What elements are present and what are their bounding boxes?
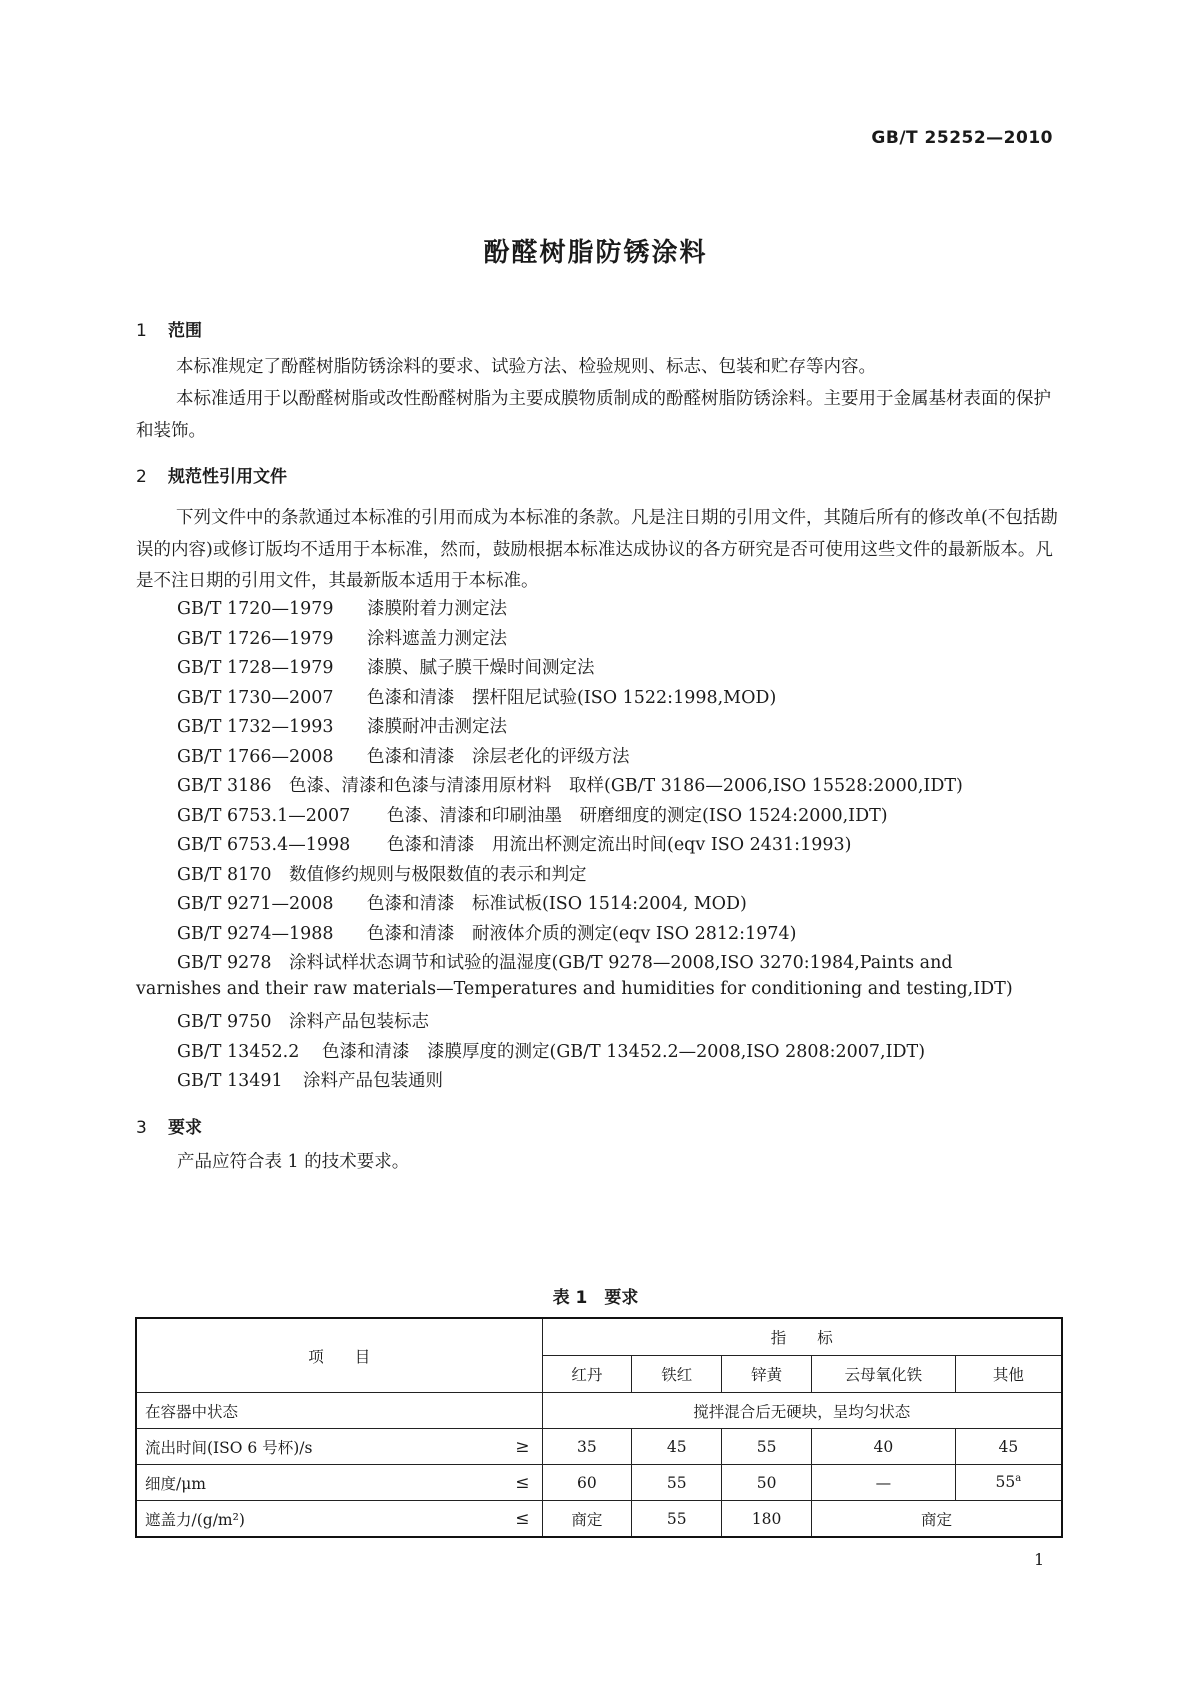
ref-title: 色漆和清漆 用流出杯测定流出时间(eqv ISO 2431:1993) bbox=[387, 835, 852, 855]
ref-item bbox=[177, 625, 507, 650]
section-2-heading bbox=[136, 462, 287, 487]
ref-code: GB/T 3186 bbox=[177, 776, 272, 796]
section-number: 1 bbox=[136, 321, 147, 341]
scope-text-1: 本标准规定了酚醛树脂防锈涂料的要求、试验方法、检验规则、标志、包装和贮存等内容。 bbox=[176, 357, 876, 377]
ref-code: GB/T 1720—1979 bbox=[177, 599, 334, 619]
row-item bbox=[136, 1465, 542, 1501]
row-item bbox=[136, 1429, 542, 1465]
ref-item bbox=[177, 920, 796, 945]
ref-item bbox=[177, 595, 507, 620]
ref-title: 色漆、清漆和印刷油墨 研磨细度的测定(ISO 1524:2000,IDT) bbox=[387, 806, 888, 826]
ref-item bbox=[177, 861, 587, 886]
ref-code: GB/T 9278 bbox=[177, 953, 272, 973]
ref-item bbox=[177, 713, 507, 738]
ref-item-continuation bbox=[136, 979, 1013, 999]
ref-code: GB/T 13452.2 bbox=[177, 1042, 300, 1062]
row-item bbox=[136, 1393, 542, 1429]
ref-title: 涂料试样状态调节和试验的温湿度(GB/T 9278—2008,ISO 3270:1984,Paints and bbox=[289, 953, 953, 973]
section-title: 要求 bbox=[168, 1118, 202, 1138]
ref-item bbox=[177, 1067, 443, 1092]
requirements-table bbox=[135, 1317, 1063, 1538]
table-cell: 商定 bbox=[542, 1501, 632, 1538]
ref-item bbox=[177, 1008, 429, 1033]
table-cell: 50 bbox=[722, 1465, 812, 1501]
section-3-heading bbox=[136, 1113, 202, 1138]
table-row bbox=[136, 1429, 1062, 1465]
ref-title: 色漆和清漆 耐液体介质的测定(eqv ISO 2812:1974) bbox=[367, 924, 797, 944]
ref-title: 涂料产品包装通则 bbox=[303, 1071, 443, 1091]
section-title: 规范性引用文件 bbox=[168, 467, 287, 487]
ref-title: 色漆和清漆 涂层老化的评级方法 bbox=[367, 747, 630, 767]
row-item-label: 流出时间(ISO 6 号杯)/s bbox=[145, 1438, 313, 1457]
row-item bbox=[136, 1501, 542, 1538]
scope-paragraph-1 bbox=[136, 352, 1060, 384]
ref-code: GB/T 1728—1979 bbox=[177, 658, 334, 678]
ref-code: GB/T 1726—1979 bbox=[177, 629, 334, 649]
ref-title: 色漆和清漆 摆杆阻尼试验(ISO 1522:1998,MOD) bbox=[367, 688, 777, 708]
column-header: 锌黄 bbox=[722, 1356, 812, 1393]
row-item-label: 在容器中状态 bbox=[145, 1402, 239, 1421]
ref-code: GB/T 1766—2008 bbox=[177, 747, 334, 767]
table-cell: 搅拌混合后无硬块，呈均匀状态 bbox=[542, 1393, 1062, 1429]
table-cell bbox=[955, 1465, 1062, 1501]
section-title: 范围 bbox=[168, 321, 202, 341]
cell-value: 55 bbox=[995, 1473, 1016, 1492]
ref-code: GB/T 9274—1988 bbox=[177, 924, 334, 944]
section-number: 2 bbox=[136, 467, 147, 487]
table-cell: 60 bbox=[542, 1465, 632, 1501]
ref-item bbox=[177, 890, 747, 915]
table-cell: 180 bbox=[722, 1501, 812, 1538]
ref-title: 漆膜耐冲击测定法 bbox=[367, 717, 507, 737]
normative-intro-text: 下列文件中的条款通过本标准的引用而成为本标准的条款。凡是注日期的引用文件，其随后所有的修改单(不包括勘误的内容)或修订版均不适用于本标准，然而，鼓励根据本标准达成协议的各方研究是否可使用这些文件的最新版本。凡是不注日期的引用文件，其最新版本适用于本标准。 bbox=[136, 508, 1058, 591]
table-cell: 55 bbox=[632, 1501, 722, 1538]
ref-item bbox=[177, 831, 851, 856]
ref-item bbox=[177, 772, 963, 797]
ref-code: GB/T 6753.1—2007 bbox=[177, 806, 351, 826]
table-caption: 表 1 要求 bbox=[552, 1288, 639, 1308]
column-header: 其他 bbox=[955, 1356, 1062, 1393]
ref-item bbox=[177, 743, 630, 768]
operator: ≤ bbox=[515, 1508, 530, 1529]
ref-code: GB/T 8170 bbox=[177, 865, 272, 885]
row-item-label: 细度/μm bbox=[145, 1474, 206, 1493]
normative-intro bbox=[136, 503, 1060, 598]
requirements-text: 产品应符合表 1 的技术要求。 bbox=[177, 1152, 410, 1172]
table-cell: 45 bbox=[632, 1429, 722, 1465]
table-cell: 商定 bbox=[812, 1501, 1062, 1538]
item-header: 项 目 bbox=[136, 1318, 542, 1393]
ref-item bbox=[177, 802, 888, 827]
row-item-label: 遮盖力/(g/m²) bbox=[145, 1510, 245, 1529]
ref-item bbox=[177, 654, 595, 679]
operator: ≥ bbox=[515, 1436, 530, 1457]
ref-code: GB/T 1730—2007 bbox=[177, 688, 334, 708]
ref-title: varnishes and their raw materials—Temperatures and humidities for conditioning and testing,IDT) bbox=[136, 979, 1013, 999]
ref-item bbox=[177, 1038, 925, 1063]
column-header: 云母氧化铁 bbox=[812, 1356, 956, 1393]
page-number: 1 bbox=[1034, 1550, 1045, 1569]
ref-title: 色漆和清漆 漆膜厚度的测定(GB/T 13452.2—2008,ISO 2808:2007,IDT) bbox=[322, 1042, 926, 1062]
ref-title: 涂料遮盖力测定法 bbox=[367, 629, 507, 649]
operator: ≤ bbox=[515, 1472, 530, 1493]
table-cell: 55 bbox=[632, 1465, 722, 1501]
table-cell: 55 bbox=[722, 1429, 812, 1465]
section-1-heading bbox=[136, 316, 202, 341]
column-header: 红丹 bbox=[542, 1356, 632, 1393]
ref-code: GB/T 13491 bbox=[177, 1071, 283, 1091]
ref-code: GB/T 9750 bbox=[177, 1012, 272, 1032]
table-cell: — bbox=[812, 1465, 956, 1501]
column-header: 铁红 bbox=[632, 1356, 722, 1393]
standard-code: GB/T 25252—2010 bbox=[871, 128, 1053, 148]
table-cell: 45 bbox=[955, 1429, 1062, 1465]
ref-title: 涂料产品包装标志 bbox=[289, 1012, 429, 1032]
index-header: 指 标 bbox=[542, 1318, 1062, 1356]
ref-title: 色漆、清漆和色漆与清漆用原材料 取样(GB/T 3186—2006,ISO 15528:2000,IDT) bbox=[289, 776, 963, 796]
ref-code: GB/T 9271—2008 bbox=[177, 894, 334, 914]
table-cell: 40 bbox=[812, 1429, 956, 1465]
ref-title: 漆膜、腻子膜干燥时间测定法 bbox=[367, 658, 595, 678]
ref-item bbox=[177, 949, 953, 974]
ref-title: 漆膜附着力测定法 bbox=[367, 599, 507, 619]
ref-code: GB/T 1732—1993 bbox=[177, 717, 334, 737]
table-row bbox=[136, 1393, 1062, 1429]
footnote-mark: a bbox=[1015, 1473, 1022, 1485]
table-row bbox=[136, 1501, 1062, 1538]
ref-title: 色漆和清漆 标准试板(ISO 1514:2004, MOD) bbox=[367, 894, 747, 914]
ref-code: GB/T 6753.4—1998 bbox=[177, 835, 351, 855]
table-cell: 35 bbox=[542, 1429, 632, 1465]
document-title: 酚醛树脂防锈涂料 bbox=[483, 238, 708, 268]
scope-paragraph-2 bbox=[136, 384, 1060, 447]
table-row bbox=[136, 1465, 1062, 1501]
table-header-row bbox=[136, 1318, 1062, 1356]
section-number: 3 bbox=[136, 1118, 147, 1138]
ref-title: 数值修约规则与极限数值的表示和判定 bbox=[289, 865, 587, 885]
ref-item bbox=[177, 684, 776, 709]
scope-text-2: 本标准适用于以酚醛树脂或改性酚醛树脂为主要成膜物质制成的酚醛树脂防锈涂料。主要用于金属基材表面的保护和装饰。 bbox=[136, 389, 1051, 441]
